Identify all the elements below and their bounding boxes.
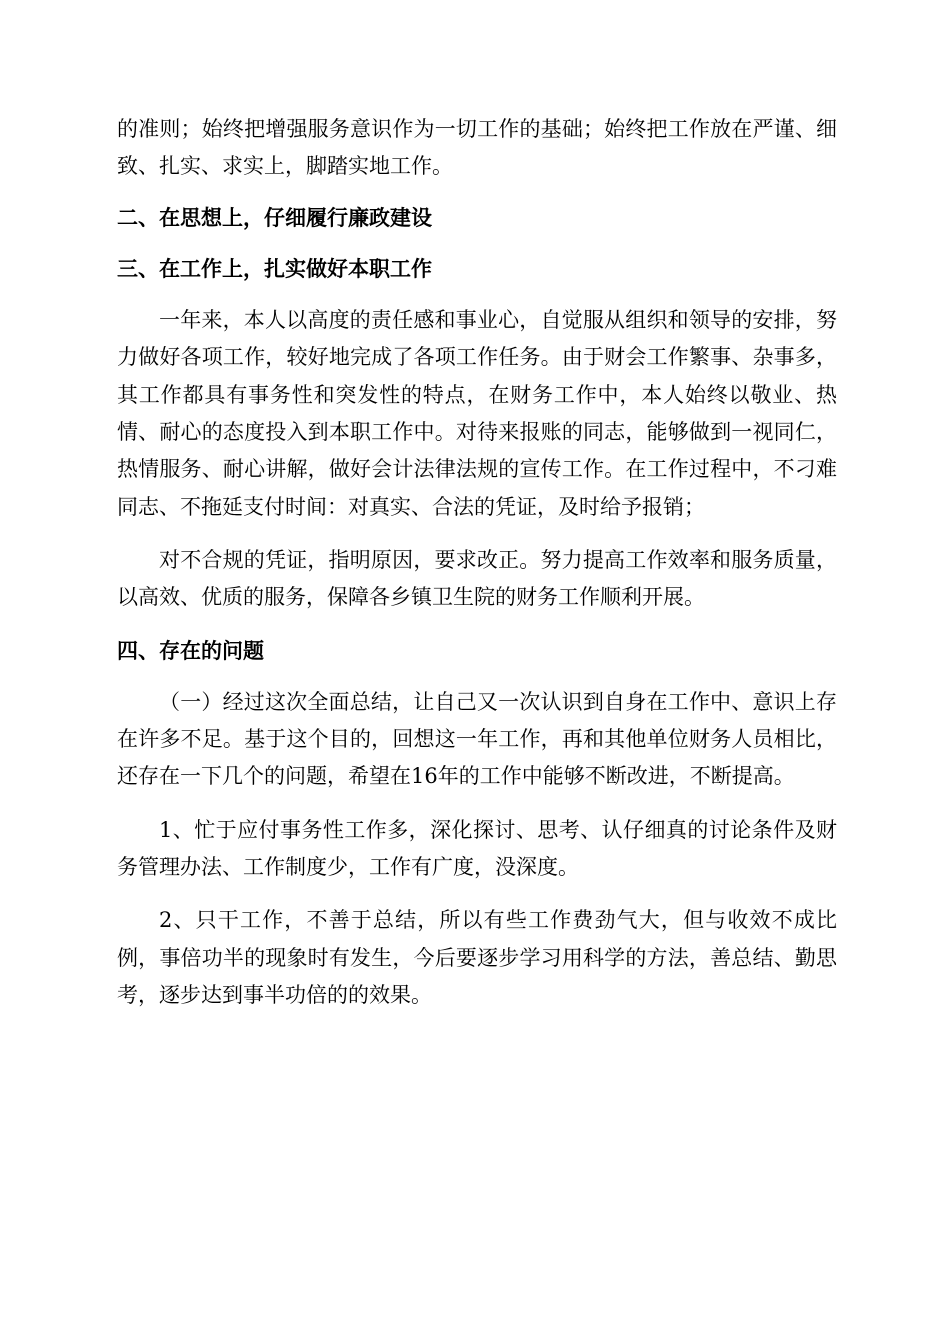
- paragraph-work-1: 一年来，本人以高度的责任感和事业心，自觉服从组织和领导的安排，努力做好各项工作，较好地完成了各项工作任务。由于财会工作繁事、杂事多，其工作都具有事务性和突发性的特点，在财务工作中，本人始终以敬业、热情、耐心的态度投入到本职工作中。对待来报账的同志，能够做到一视同仁，热情服务、耐心讲解，做好会计法律法规的宣传工作。在工作过程中，不刁难同志、不拖延支付时间：对真实、合法的凭证，及时给予报销；: [117, 308, 837, 519]
- paragraph-issue-intro: （一）经过这次全面总结，让自己又一次认识到自身在工作中、意识上存在许多不足。基于这个目的，回想这一年工作，再和其他单位财务人员相比，还存在一下几个的问题，希望在16年的工作中能够不断改进，不断提高。: [117, 689, 837, 789]
- paragraph-intro: 的准则；始终把增强服务意识作为一切工作的基础；始终把工作放在严谨、细致、扎实、求实上，脚踏实地工作。: [117, 117, 837, 179]
- section-heading-2: 二、在思想上，仔细履行廉政建设: [117, 205, 432, 230]
- section-heading-4: 四、存在的问题: [117, 638, 264, 663]
- paragraph-issue-1: 1、忙于应付事务性工作多，深化探讨、思考、认仔细真的讨论条件及财务管理办法、工作制度少，工作有广度，没深度。: [117, 817, 837, 880]
- section-heading-3: 三、在工作上，扎实做好本职工作: [117, 256, 432, 281]
- paragraph-issue-2: 2、只干工作，不善于总结，所以有些工作费劲气大，但与收效不成比例，事倍功半的现象时有发生，今后要逐步学习用科学的方法，善总结、勤思考，逐步达到事半功倍的的效果。: [117, 908, 837, 1007]
- document-body: [117, 111, 837, 1014]
- paragraph-work-2: 对不合规的凭证，指明原因，要求改正。努力提高工作效率和服务质量，以高效、优质的服务，保障各乡镇卫生院的财务工作顺利开展。: [117, 547, 837, 610]
